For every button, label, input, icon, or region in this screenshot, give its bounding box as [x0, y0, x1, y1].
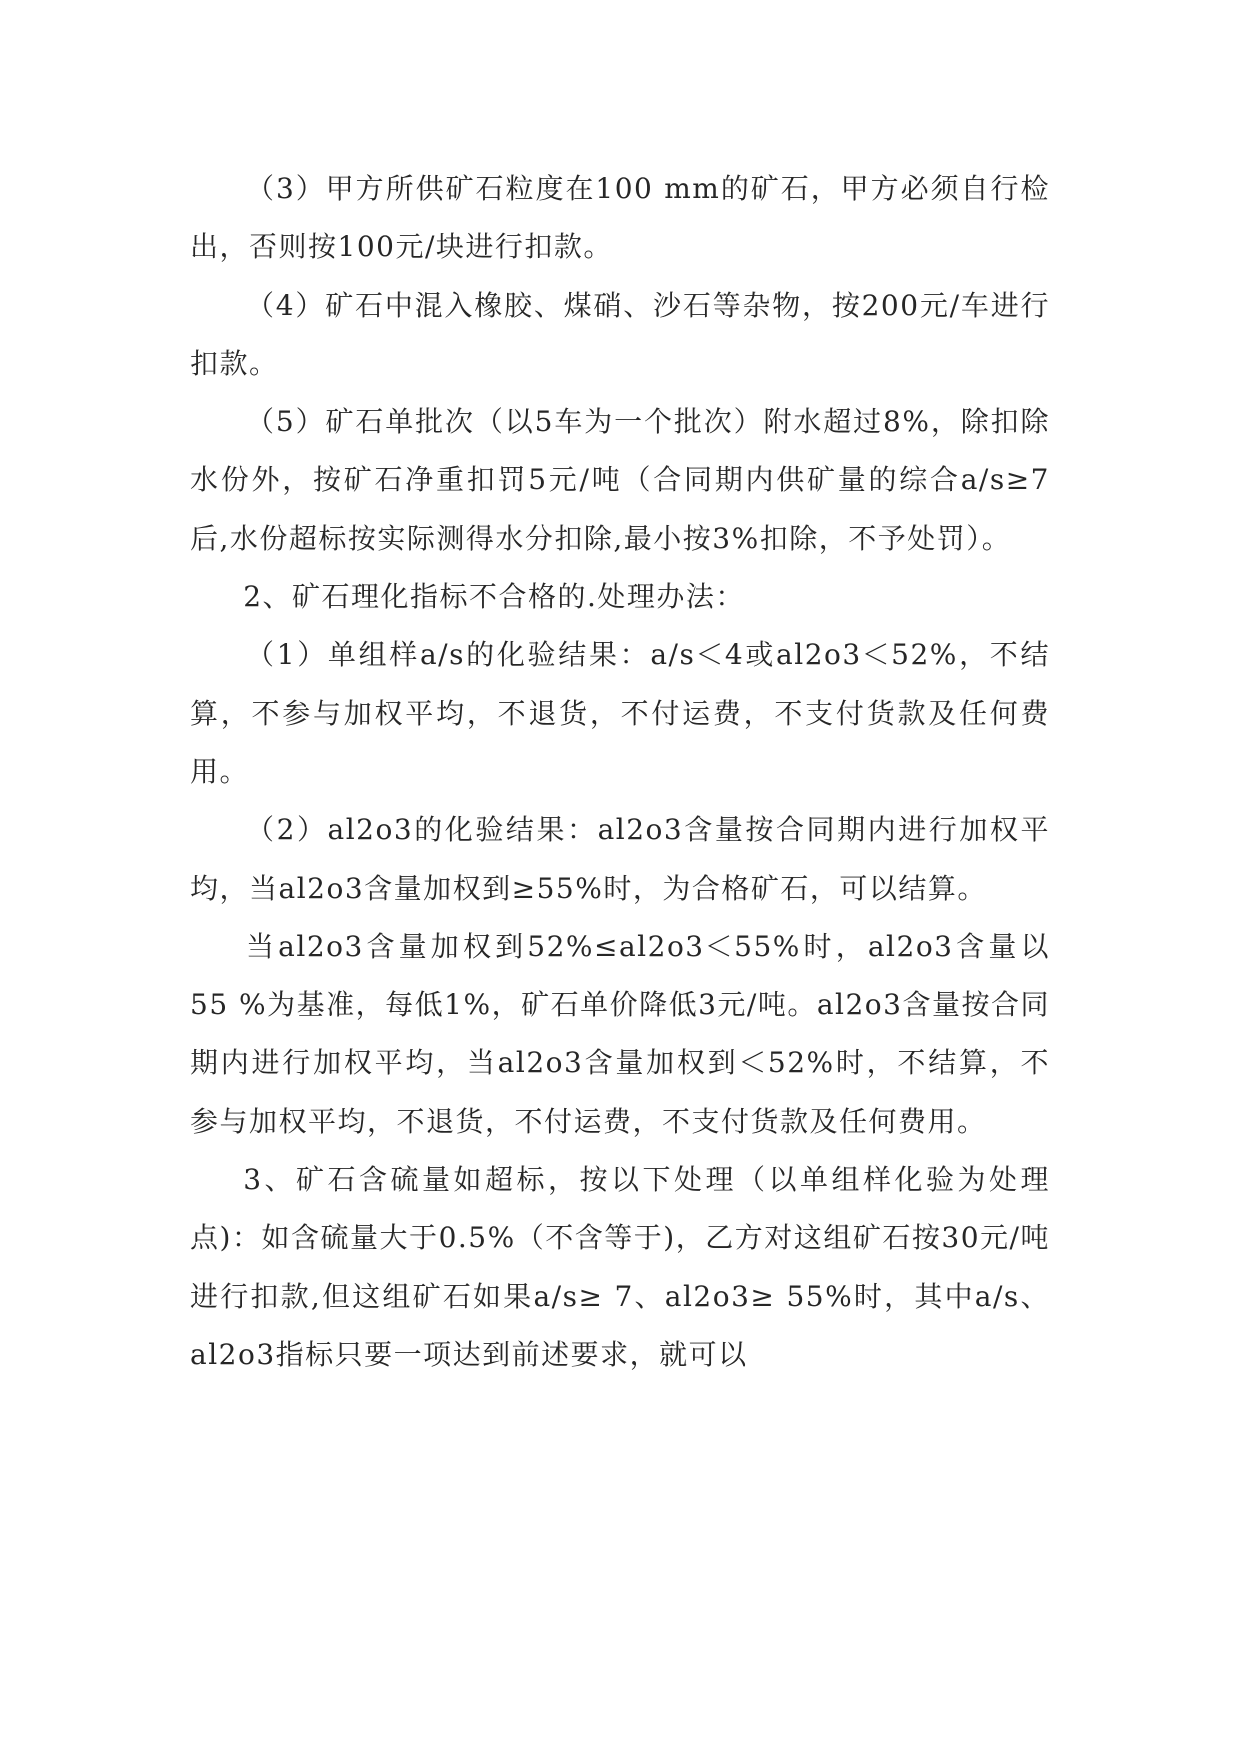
paragraph-item-3: （3）甲方所供矿石粒度在100 mm的矿石，甲方必须自行检出，否则按100元/块进行扣款。	[190, 172, 1050, 264]
document-body	[190, 160, 1050, 1384]
paragraph-item-5: （5）矿石单批次（以5车为一个批次）附水超过8%，除扣除水份外，按矿石净重扣罚5元/吨（合同期内供矿量的综合a/s≥7后,水份超标按实际测得水分扣除,最小按3%扣除，不予处罚）。	[190, 405, 1050, 555]
paragraph-subitem-1: （1）单组样a/s的化验结果：a/s＜4或al2o3＜52%，不结算，不参与加权平均，不退货，不付运费，不支付货款及任何费用。	[190, 638, 1050, 788]
section-heading-2: 2、矿石理化指标不合格的.处理办法：	[243, 580, 745, 614]
section-heading-3: 3、矿石含硫量如超标，按以下处理（以单组样化验为处理点)：如含硫量大于0.5%（不含等于)，乙方对这组矿石按30元/吨进行扣款,但这组矿石如果a/s≥ 7、al2o3≥ 55%时，其中a/s、al2o3指标只要一项达到前述要求，就可以	[190, 1163, 1050, 1371]
paragraph-subitem-2: （2）al2o3的化验结果：al2o3含量按合同期内进行加权平均，当al2o3含量加权到≥55%时，为合格矿石，可以结算。	[190, 813, 1050, 905]
paragraph-item-4: （4）矿石中混入橡胶、煤硝、沙石等杂物，按200元/车进行扣款。	[190, 288, 1050, 380]
paragraph-continuation: 当al2o3含量加权到52%≤al2o3＜55%时，al2o3含量以55 %为基准，每低1%，矿石单价降低3元/吨。al2o3含量按合同期内进行加权平均，当al2o3含量加权到＜52%时，不结算，不参与加权平均，不退货，不付运费，不支付货款及任何费用。	[190, 929, 1050, 1138]
